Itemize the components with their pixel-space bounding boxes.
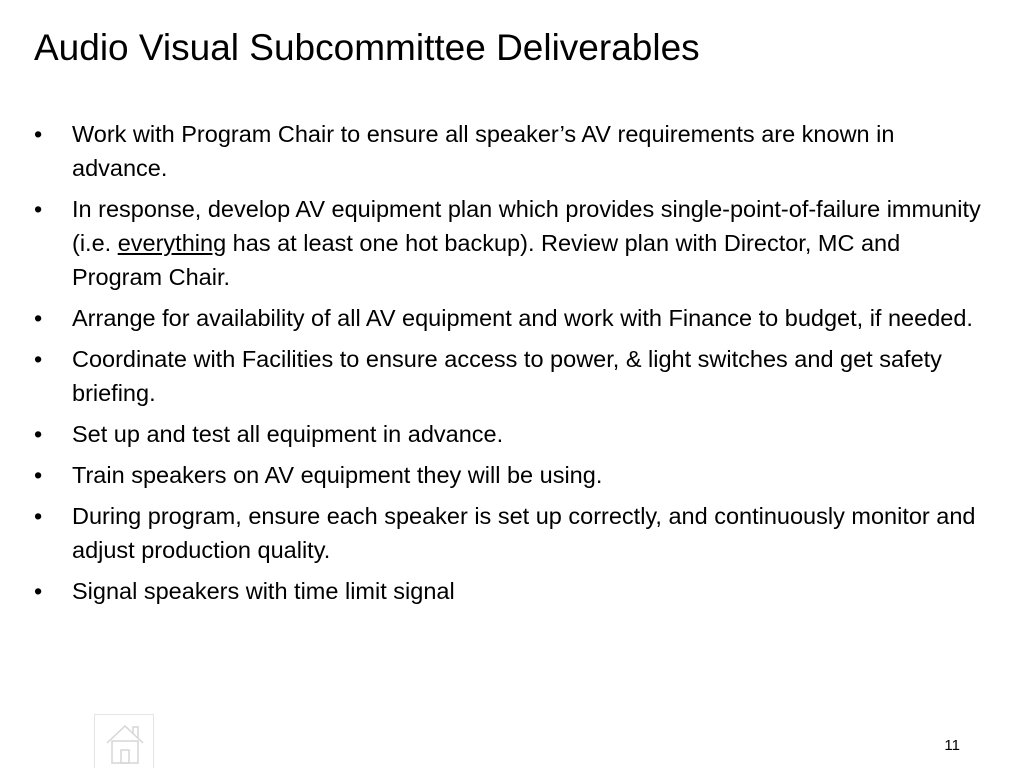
bullet-text: Signal speakers with time limit signal <box>72 578 455 604</box>
bullet-text: Train speakers on AV equipment they will be using. <box>72 462 603 488</box>
bullet-list <box>34 117 984 615</box>
bullet-item <box>34 192 984 294</box>
bullet-text: Set up and test all equipment in advance. <box>72 421 504 447</box>
bullet-marker: • <box>34 421 43 447</box>
bullet-item <box>34 574 984 608</box>
bullet-text-before: In response, develop AV equipment plan which provides single-point-of-failure immunity (i.e. <box>72 196 981 256</box>
slide-title: Audio Visual Subcommittee Deliverables <box>34 27 700 68</box>
home-icon[interactable] <box>94 714 154 768</box>
bullet-item <box>34 342 984 410</box>
bullet-marker: • <box>34 462 43 488</box>
bullet-text: Work with Program Chair to ensure all speaker’s AV requirements are known in advance. <box>72 121 895 181</box>
bullet-marker: • <box>34 578 43 604</box>
bullet-text-after: has at least one hot backup). Review plan with Director, MC and Program Chair. <box>72 230 901 290</box>
page-number: 11 <box>944 737 960 754</box>
bullet-item <box>34 417 984 451</box>
bullet-marker: • <box>34 346 43 372</box>
bullet-text: Coordinate with Facilities to ensure access to power, & light switches and get safety briefing. <box>72 346 942 406</box>
bullet-text: Arrange for availability of all AV equipment and work with Finance to budget, if needed. <box>72 305 973 331</box>
bullet-item <box>34 301 984 335</box>
underlined-emphasis: everything <box>117 230 227 256</box>
bullet-marker: • <box>34 196 43 222</box>
bullet-marker: • <box>34 503 43 529</box>
bullet-marker: • <box>34 121 43 147</box>
bullet-item <box>34 117 984 185</box>
bullet-marker: • <box>34 305 43 331</box>
bullet-text: During program, ensure each speaker is set up correctly, and continuously monitor and adjust production quality. <box>72 503 976 563</box>
bullet-item <box>34 499 984 567</box>
bullet-item <box>34 458 984 492</box>
house-outline-icon <box>103 721 147 765</box>
